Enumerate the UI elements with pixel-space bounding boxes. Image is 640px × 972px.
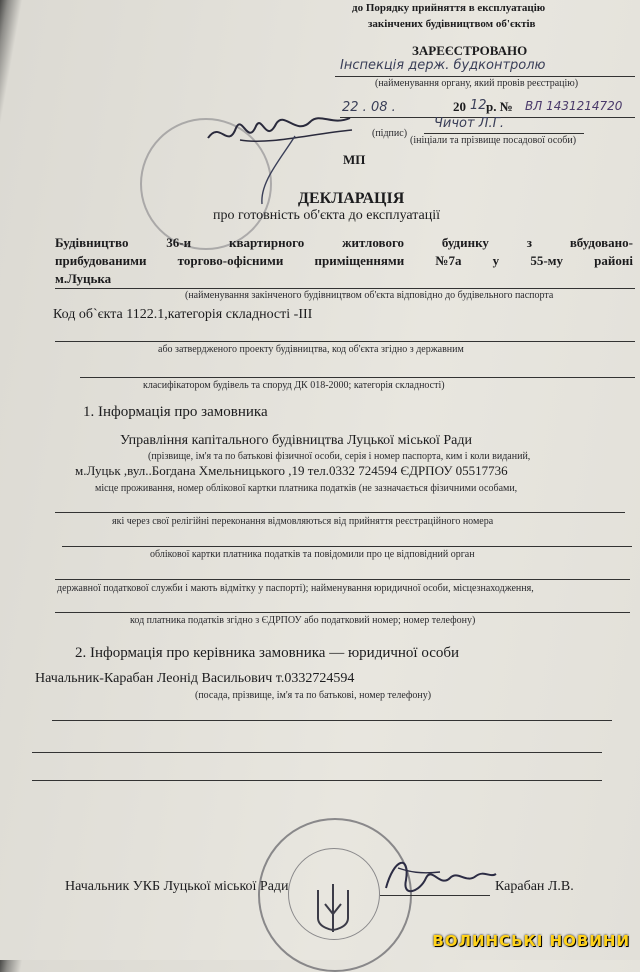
object-code-caption-2: класифікатором будівель та споруд ДК 018-2000; категорія складності) <box>143 380 445 391</box>
object-word: у <box>492 253 500 268</box>
object-word: квартирного <box>228 235 305 250</box>
signature-caption: (підпис) <box>372 128 408 139</box>
object-word: з <box>526 235 533 250</box>
object-word: прибудованими <box>55 253 147 268</box>
manager-heading: 2. Інформація про керівника замовника — юридичної особи <box>75 645 460 661</box>
signer-name: Карабан Л.В. <box>495 879 574 894</box>
seal-place-label: МП <box>343 152 366 167</box>
object-word: 55-му <box>530 253 563 268</box>
signer-position: Начальник УКБ Луцької міської Ради <box>65 879 289 894</box>
customer-heading: 1. Інформація про замовника <box>83 404 268 420</box>
year-prefix: 20 <box>453 99 466 114</box>
organ-line <box>335 76 635 77</box>
object-code: Код об`єкта 1122.1,категорія складності -ІІІ <box>53 307 313 322</box>
manager-caption: (посада, прізвище, ім'я та по батькові, номер телефону) <box>195 690 432 701</box>
customer-line-2 <box>62 546 632 547</box>
header-line-2: закінчених будівництвом об'єктів <box>368 18 536 30</box>
customer-line-1 <box>55 512 625 513</box>
number-label: р. № <box>486 99 513 114</box>
object-code-line-2 <box>80 377 635 378</box>
object-word: житлового <box>342 235 405 250</box>
object-word: вбудовано- <box>569 235 633 250</box>
manager-line-1 <box>52 720 612 721</box>
registering-organ-handwritten: Інспекція держ. будконтролю <box>340 58 546 73</box>
initials-caption: (ініціали та прізвище посадової особи) <box>410 135 577 146</box>
customer-caption-3: які через свої релігійні переконання відмовляються від прийняття реєстраційного номера <box>112 516 494 527</box>
customer-line-4 <box>55 612 630 613</box>
object-code-caption-1: або затвердженого проекту будівництва, код об'єкта згідно з державним <box>158 344 464 355</box>
customer-caption-1: (прізвище, ім'я та по батькові фізичної особи, серія і номер паспорта, ким і коли виданий, <box>148 451 531 462</box>
customer-caption-5: державної податкової служби і мають відмітку у паспорті); найменування юридичної особи, місцезнаходження, <box>57 583 534 594</box>
news-watermark: ВОЛИНСЬКІ НОВИНИ <box>432 932 630 950</box>
object-word: торгово-офісними <box>177 253 284 268</box>
object-word: 36-и <box>166 235 192 250</box>
object-word: №7а <box>435 253 462 268</box>
organ-caption: (найменування органу, який провів реєстрацію) <box>375 78 579 89</box>
object-name-line-1 <box>55 236 633 251</box>
customer-caption-4: облікової картки платника податків та повідомили про це відповідний орган <box>150 549 475 560</box>
customer-name: Управління капітального будівництва Луцької міської Ради <box>120 433 473 448</box>
object-name-line <box>55 288 635 289</box>
document-subtitle: про готовність об'єкта до експлуатації <box>213 208 441 223</box>
document-title: ДЕКЛАРАЦІЯ <box>298 190 405 207</box>
object-word: районі <box>594 253 633 268</box>
initials-line <box>424 133 584 134</box>
registration-date-handwritten: 22 . 08 . <box>342 100 396 115</box>
header-line-1: до Порядку прийняття в експлуатацію <box>352 2 546 14</box>
trident-emblem-icon <box>310 880 356 936</box>
customer-line-3 <box>55 579 630 580</box>
manager-line-2 <box>32 752 602 753</box>
object-caption: (найменування закінченого будівництвом об'єкта відповідно до будівельного паспорта <box>185 290 554 301</box>
manager-line-3 <box>32 780 602 781</box>
object-code-line <box>55 341 635 342</box>
manager-value: Начальник-Карабан Леонід Васильович т.0332724594 <box>35 671 355 686</box>
registration-number: ВЛ 1431214720 <box>525 99 623 113</box>
official-initials-handwritten: Чичот Л.Г. <box>434 116 504 131</box>
manager-signature <box>380 848 500 908</box>
object-name-line-2 <box>55 254 633 269</box>
object-word: приміщеннями <box>314 253 405 268</box>
object-word: будинку <box>441 235 489 250</box>
registered-heading: ЗАРЕЄСТРОВАНО <box>412 43 528 58</box>
object-name-line-3: м.Луцька <box>55 271 112 286</box>
customer-caption-6: код платника податків згідно з ЄДРПОУ або податковий номер; номер телефону) <box>130 615 476 626</box>
year-handwritten: 12 <box>470 98 487 113</box>
object-word: Будівництво <box>55 235 129 250</box>
customer-caption-2: місце проживання, номер облікової картки платника податків (не зазначається фізичними особами, <box>95 483 518 494</box>
customer-address: м.Луцьк ,вул..Богдана Хмельницького ,19 тел.0332 724594 ЄДРПОУ 05517736 <box>75 463 508 478</box>
